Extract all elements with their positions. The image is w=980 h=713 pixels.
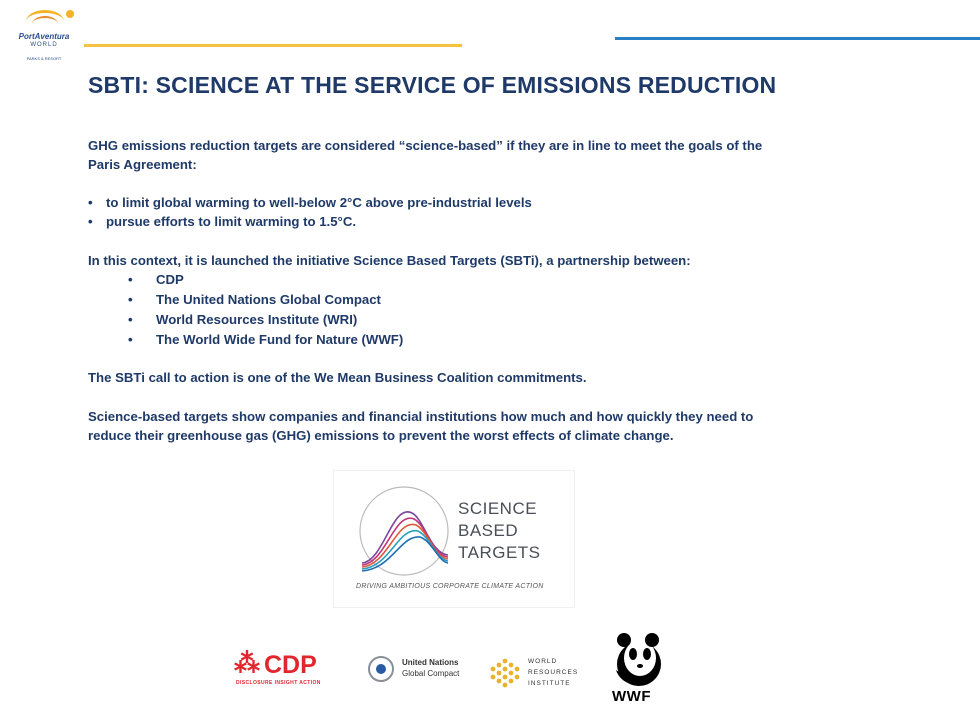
sbt-tagline: DRIVING AMBITIOUS CORPORATE CLIMATE ACTION [356,583,544,590]
page-title: SBTI: SCIENCE AT THE SERVICE OF EMISSIONS REDUCTION [88,72,777,98]
partner-item: • CDP [128,272,184,287]
un-global-compact-logo [368,654,478,688]
sbt-logo [333,470,575,608]
closing-line-2: reduce their greenhouse gas (GHG) emissions to prevent the worst effects of climate change. [88,428,674,443]
call-to-action-text: The SBTi call to action is one of the We Mean Business Coalition commitments. [88,370,587,385]
wri-logo [488,652,588,692]
sun-dot [66,10,74,18]
goal-text: to limit global warming to well-below 2°C above pre-industrial levels [106,195,532,210]
cdp-logo [234,648,344,690]
panda-icon [610,630,668,688]
goal-item: • to limit global warming to well-below 2°C above pre-industrial levels [88,195,532,210]
wri-mark-icon [488,656,522,690]
intro-line-2: Paris Agreement: [88,157,197,172]
logo-sub: WORLD [30,42,58,48]
cdp-mark-icon: ⁂ [234,648,260,678]
globe-icon [368,656,394,682]
accent-line-blue [615,37,980,40]
wri-line-1: WORLD [528,658,558,665]
portaventura-logo [8,6,78,68]
accent-line-yellow [84,44,462,47]
wri-line-3: INSTITUTE [528,680,571,687]
ungc-line-1: United Nations [402,658,459,667]
sbt-curves-icon [354,483,454,579]
intro-line-1: GHG emissions reduction targets are considered “science-based” if they are in line to meet the goals of the [88,138,763,153]
closing-line-1: Science-based targets show companies and financial institutions how much and how quickly they need to [88,409,754,424]
partner-item: • The United Nations Global Compact [128,292,381,307]
sbt-word-1: SCIENCE [458,499,538,518]
cdp-sub: DISCLOSURE INSIGHT ACTION [236,680,321,686]
sbt-word-2: BASED [458,521,519,540]
sbt-word-3: TARGETS [458,543,541,562]
goal-item: • pursue efforts to limit warming to 1.5°C. [88,214,357,229]
wwf-logo [610,630,668,706]
ungc-line-2: Global Compact [402,669,460,678]
partner-item: • World Resources Institute (WRI) [128,312,358,327]
wwf-text: WWF [612,688,651,705]
logo-name: PortAventura [18,32,70,41]
partner-text: The United Nations Global Compact [156,292,381,307]
partner-text: The World Wide Fund for Nature (WWF) [156,332,404,347]
partner-text: CDP [156,272,184,287]
logo-tag: PARKS & RESORT [26,56,62,61]
context-text: In this context, it is launched the initiative Science Based Targets (SBTi), a partnership between: [88,253,691,268]
partner-item: • The World Wide Fund for Nature (WWF) [128,332,404,347]
wri-line-2: RESOURCES [528,669,579,676]
partner-text: World Resources Institute (WRI) [156,312,358,327]
sun-arc [32,16,58,32]
cdp-text: CDP [264,651,317,679]
goal-text: pursue efforts to limit warming to 1.5°C. [106,214,357,229]
